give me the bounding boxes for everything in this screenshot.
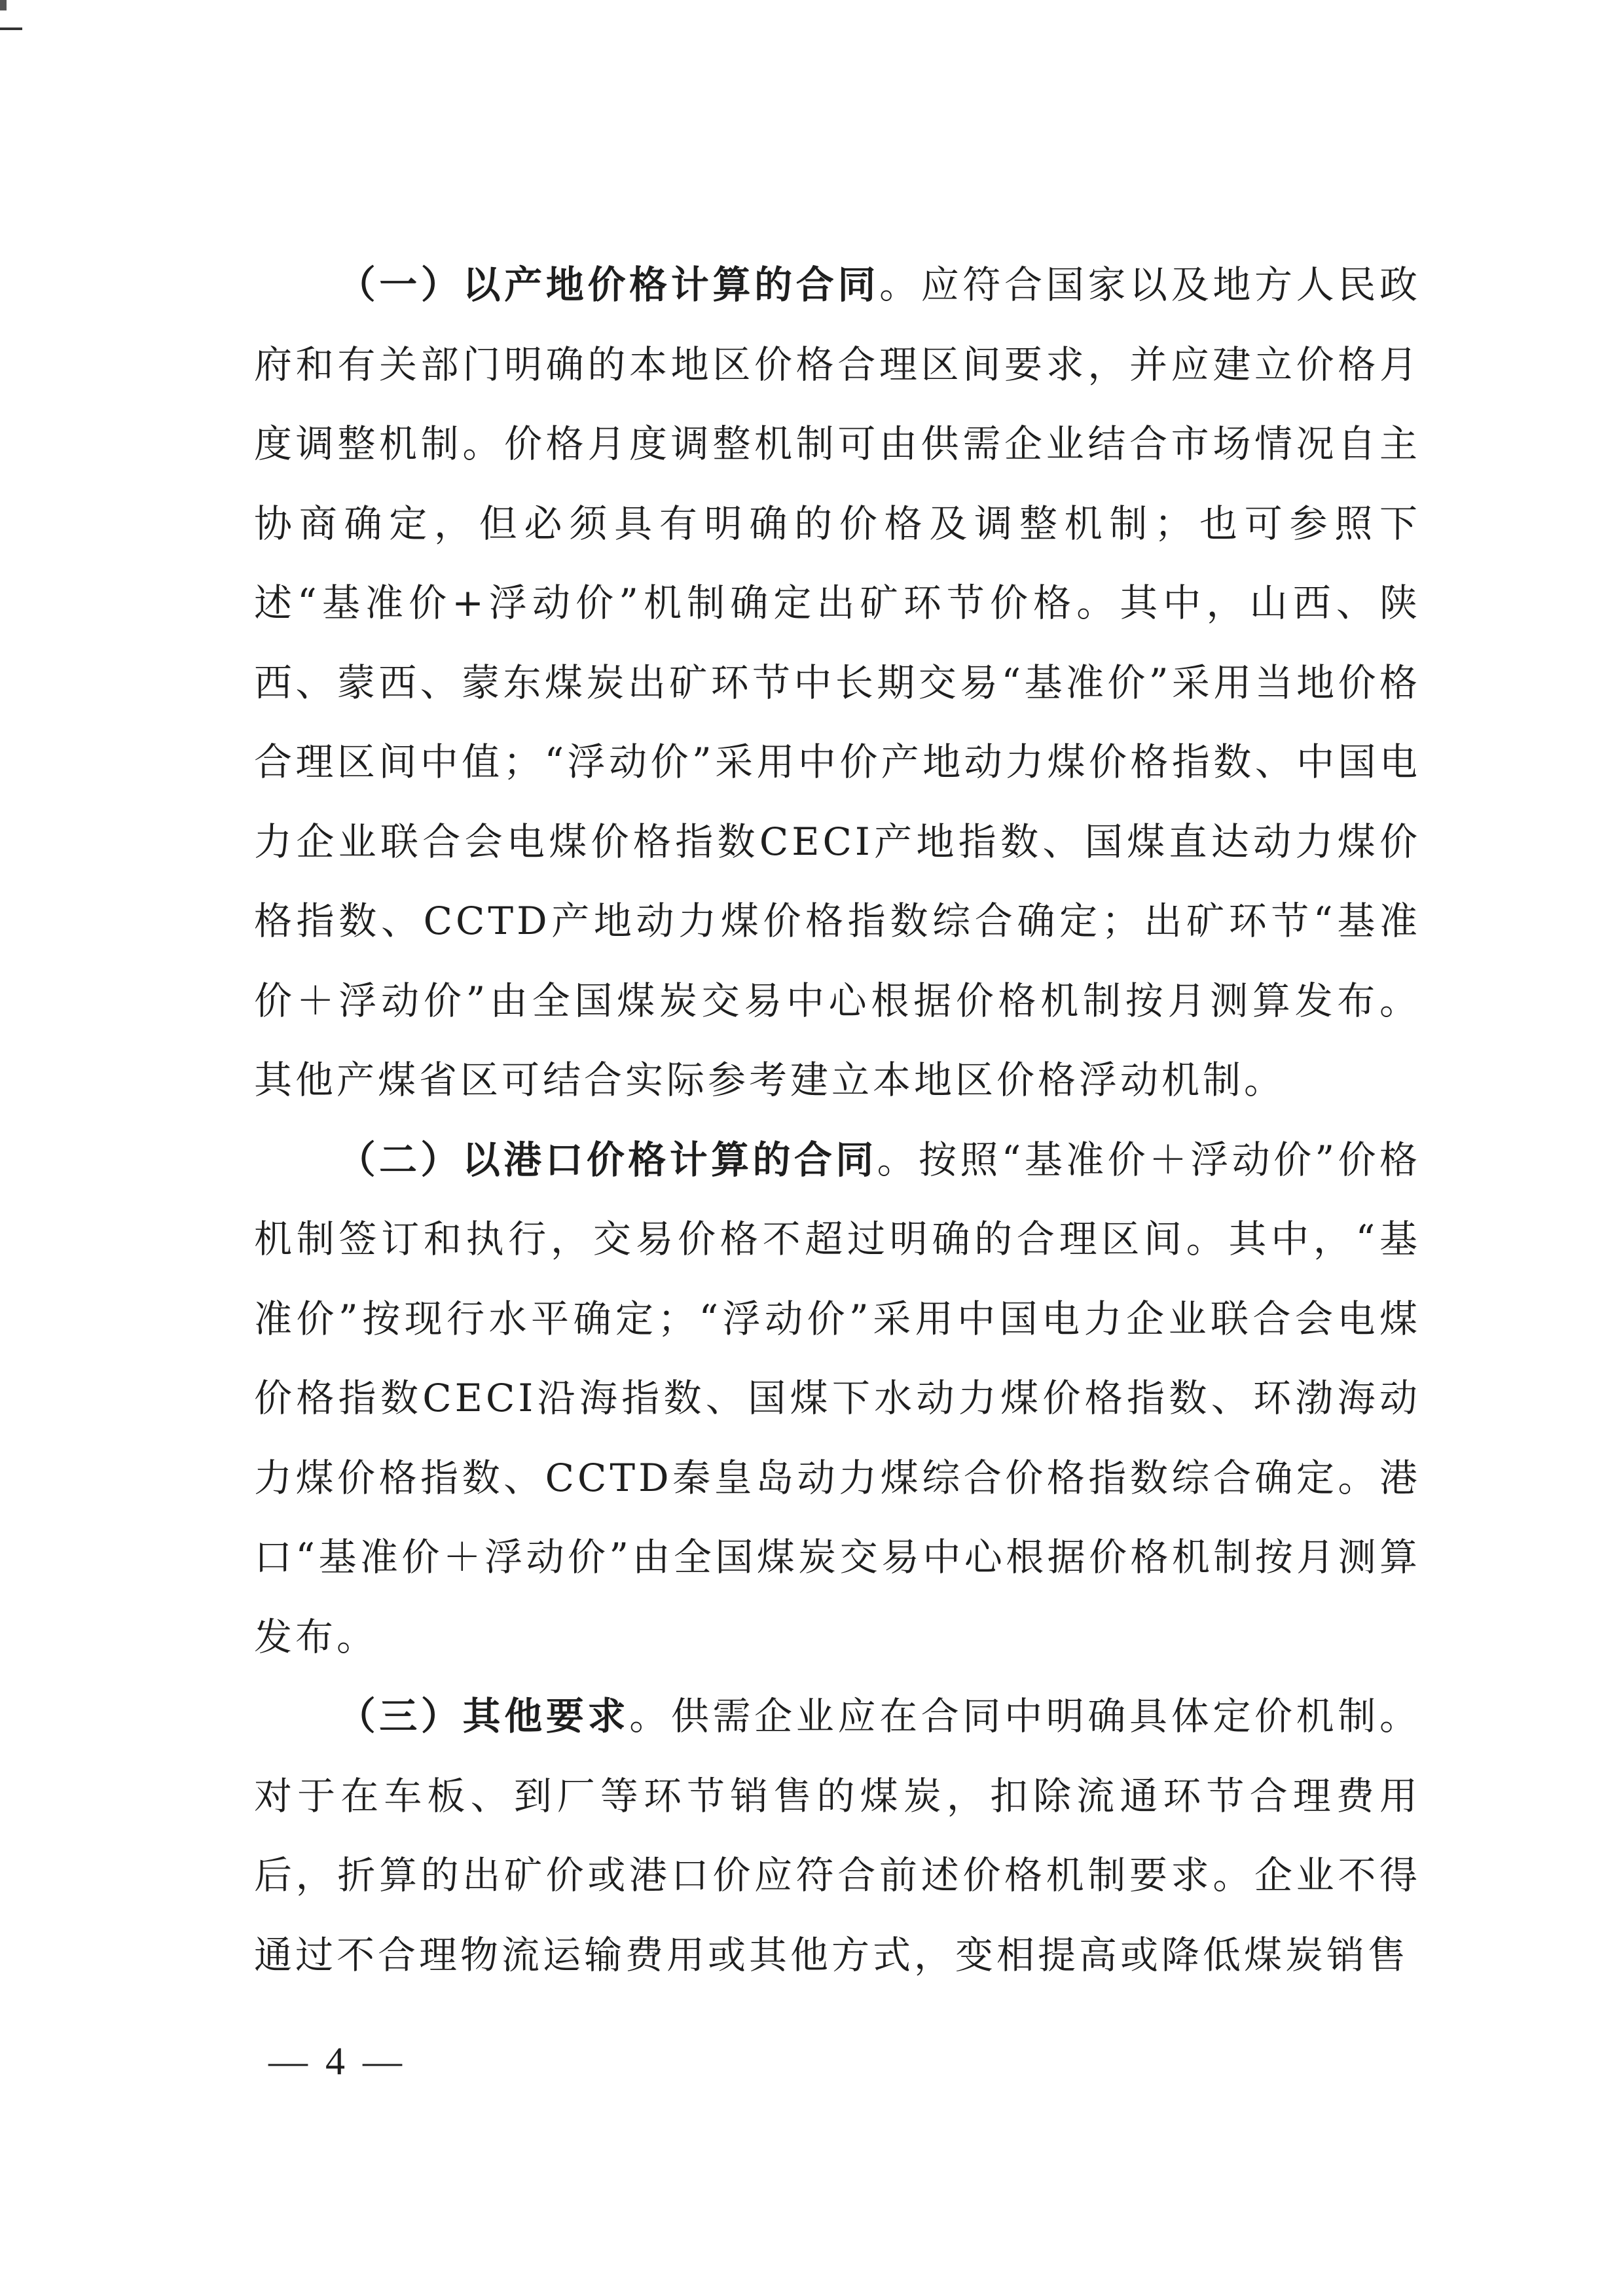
scan-edge-mark bbox=[0, 27, 22, 30]
document-body bbox=[254, 245, 1421, 1995]
paragraph-heading: （一）以产地价格计算的合同 bbox=[337, 262, 880, 307]
paragraph-text: 。应符合国家以及地方人民政府和有关部门明确的本地区价格合理区间要求，并应建立价格月度调整机制。价格月度调整机制可由供需企业结合市场情况自主协商确定，但必须具有明确的价格及调整机制；也可参照下述“基准价+浮动价”机制确定出矿环节价格。其中，山西、陕西、蒙西、蒙东煤炭出矿环节中长期交易“基准价”采用当地价格合理区间中值；“浮动价”采用中价产地动力煤价格指数、中国电力企业联合会电煤价格指数CECI产地指数、国煤直达动力煤价格指数、CCTD产地动力煤价格指数综合确定；出矿环节“基准价＋浮动价”由全国煤炭交易中心根据价格机制按月测算发布。其他产煤省区可结合实际参考建立本地区价格浮动机制。 bbox=[254, 262, 1421, 1102]
paragraph-text: 。供需企业应在合同中明确具体定价机制。对于在车板、到厂等环节销售的煤炭，扣除流通环节合理费用后，折算的出矿价或港口价应符合前述价格机制要求。企业不得通过不合理物流运输费用或其他方式，变相提高或降低煤炭销售 bbox=[254, 1694, 1421, 1977]
paragraph-heading: （三）其他要求 bbox=[337, 1694, 630, 1738]
paragraph-production-price bbox=[254, 245, 1421, 1121]
paragraph-port-price bbox=[254, 1121, 1421, 1677]
scan-edge-mark bbox=[0, 0, 7, 10]
paragraph-other-requirements bbox=[254, 1677, 1421, 1995]
paragraph-heading: （二）以港口价格计算的合同 bbox=[337, 1137, 877, 1182]
paragraph-text: 。按照“基准价＋浮动价”价格机制签订和执行，交易价格不超过明确的合理区间。其中，“基准价”按现行水平确定；“浮动价”采用中国电力企业联合会电煤价格指数CECI沿海指数、国煤下水动力煤价格指数、环渤海动力煤价格指数、CCTD秦皇岛动力煤综合价格指数综合确定。港口“基准价＋浮动价”由全国煤炭交易中心根据价格机制按月测算发布。 bbox=[254, 1137, 1421, 1659]
page-number: — 4 — bbox=[268, 2039, 406, 2083]
